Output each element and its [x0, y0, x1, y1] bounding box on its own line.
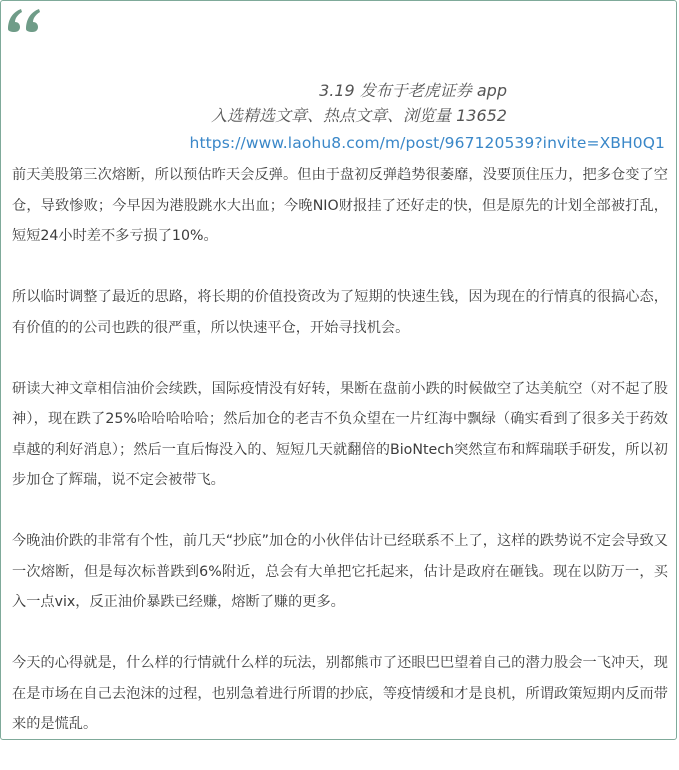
- paragraph: 所以临时调整了最近的思路，将长期的价值投资改为了短期的快速生钱，因为现在的行情真的很搞心态，有价值的的公司也跌的很严重，所以快速平仓，开始寻找机会。: [12, 289, 668, 336]
- paragraph: 研读大神文章相信油价会续跌，国际疫情没有好转，果断在盘前小跌的时候做空了达美航空（对不起了股神），现在跌了25%哈哈哈哈哈；然后加仓的老吉不负众望在一片红海中飘绿（确实看到了很多关于药效卓越的利好消息）；然后一直后悔没入的、短短几天就翻倍的BioNtech突然宣布和辉瑞联手研发，所以初步加仓了辉瑞，说不定会被带飞。: [12, 380, 668, 488]
- paragraph: 今晚油价跌的非常有个性，前几天“抄底”加仓的小伙伴估计已经联系不上了，这样的跌势说不定会导致又一次熔断，但是每次标普跌到6%附近，总会有大单把它托起来，估计是政府在砸钱。现在以防万一，买入一点vix，反正油价暴跌已经赚，熔断了赚的更多。: [12, 533, 668, 610]
- article-body: [12, 160, 668, 770]
- paragraph: 今天的心得就是，什么样的行情就什么样的玩法，别都熊市了还眼巴巴望着自己的潜力股会一飞冲天，现在是市场在自己去泡沫的过程，也别急着进行所谓的抄底，等疫情缓和才是良机，所谓政策短期内反而带来的是慌乱。: [12, 655, 668, 732]
- post-link[interactable]: https://www.laohu8.com/m/post/967120539?invite=XBH0Q1: [189, 134, 665, 152]
- publish-info: 3.19 发布于老虎证券 app: [319, 81, 507, 100]
- paragraph: 前天美股第三次熔断，所以预估昨天会反弹。但由于盘初反弹趋势很萎靡，没要顶住压力，把多仓变了空仓，导致惨败；今早因为港股跳水大出血；今晚NIO财报挂了还好走的快，但是原先的计划全部被打乱，短短24小时差不多亏损了10%。: [12, 167, 668, 244]
- featured-info: 入选精选文章、热点文章、浏览量 13652: [211, 106, 507, 125]
- quote-icon: [6, 7, 44, 33]
